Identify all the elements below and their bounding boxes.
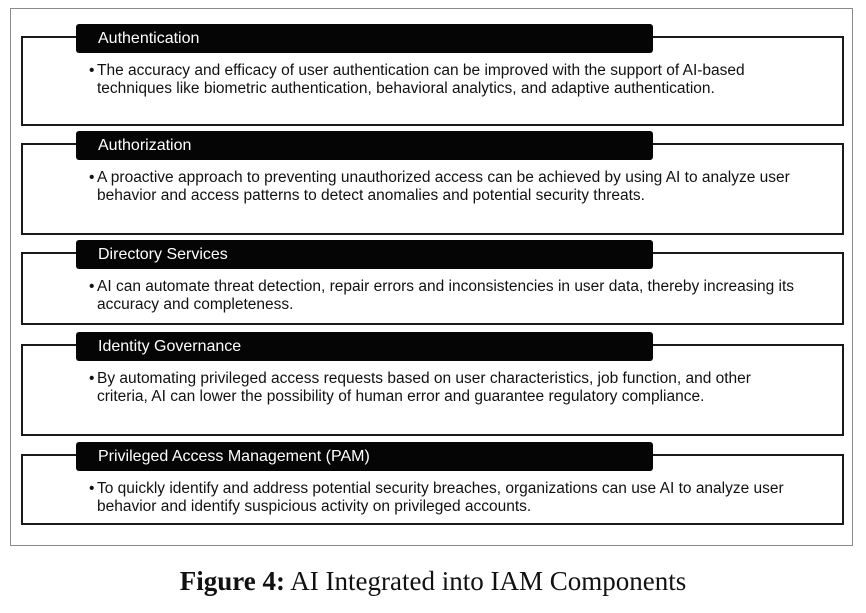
section-title: Authorization [76,131,653,160]
section-privileged-access-management [21,448,844,525]
section-description [89,169,802,205]
section-directory-services [21,246,844,325]
section-description [89,370,802,406]
bullet-marker: • [89,370,95,387]
section-description [89,62,802,98]
section-title: Privileged Access Management (PAM) [76,442,653,471]
section-text: By automating privileged access requests based on user characteristics, job function, and other criteria, AI can lower the possibility of human error and guarantee regulatory compliance. [97,370,751,405]
section-text: The accuracy and efficacy of user authentication can be improved with the support of AI-based techniques like biometric authentication, behavioral analytics, and adaptive authentication. [97,62,745,97]
figure-caption [0,565,866,597]
section-title: Directory Services [76,240,653,269]
section-title: Authentication [76,24,653,53]
bullet-marker: • [89,480,95,497]
section-text: A proactive approach to preventing unauthorized access can be achieved by using AI to analyze user behavior and access patterns to detect anomalies and potential security threats. [97,169,790,204]
section-title: Identity Governance [76,332,653,361]
section-authorization [21,137,844,235]
section-text: To quickly identify and address potential security breaches, organizations can use AI to analyze user behavior and identify suspicious activity on privileged accounts. [97,480,784,515]
bullet-marker: • [89,278,95,295]
figure-caption-label: Figure 4: [179,566,286,596]
section-identity-governance [21,338,844,436]
bullet-marker: • [89,62,95,79]
figure-caption-text: AI Integrated into IAM Components [290,566,687,596]
section-authentication [21,30,844,126]
section-description [89,278,802,314]
section-description [89,480,802,516]
section-text: AI can automate threat detection, repair errors and inconsistencies in user data, thereby increasing its accuracy and completeness. [97,278,795,313]
bullet-marker: • [89,169,95,186]
figure-frame [10,8,853,546]
